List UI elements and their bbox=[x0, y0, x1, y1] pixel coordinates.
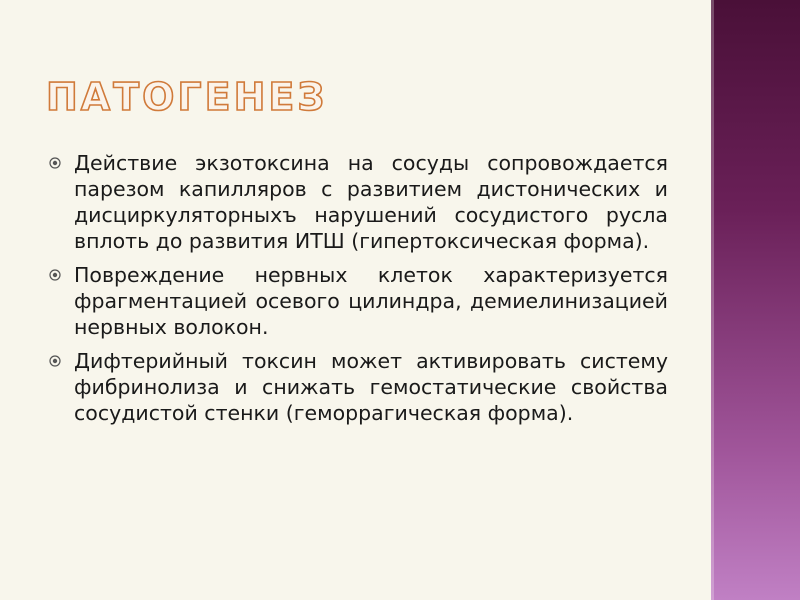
bullet-text: Действие экзотоксина на сосуды сопровождается парезом капилляров с развитием дистонических и дисциркуляторныхъ нарушений сосудистого русла вплоть до развития ИТШ (гипертоксическая форма). bbox=[74, 151, 668, 253]
bullet-list bbox=[46, 150, 668, 434]
slide-title: ПАТОГЕНЕЗ bbox=[46, 75, 328, 119]
bullet-item bbox=[46, 150, 668, 254]
bullet-item bbox=[46, 348, 668, 426]
circled-dot-icon bbox=[49, 157, 61, 169]
bullet-item bbox=[46, 262, 668, 340]
circled-dot-icon bbox=[49, 269, 61, 281]
bullet-text: Повреждение нервных клеток характеризуется фрагментацией осевого цилиндра, демиелинизацией нервных волокон. bbox=[74, 263, 668, 339]
decorative-side-band bbox=[711, 0, 800, 600]
bullet-text: Дифтерийный токсин может активировать систему фибринолиза и снижать гемостатические свойства сосудистой стенки (геморрагическая форма). bbox=[74, 349, 668, 425]
side-band-edge bbox=[711, 0, 714, 600]
circled-dot-icon bbox=[49, 355, 61, 367]
